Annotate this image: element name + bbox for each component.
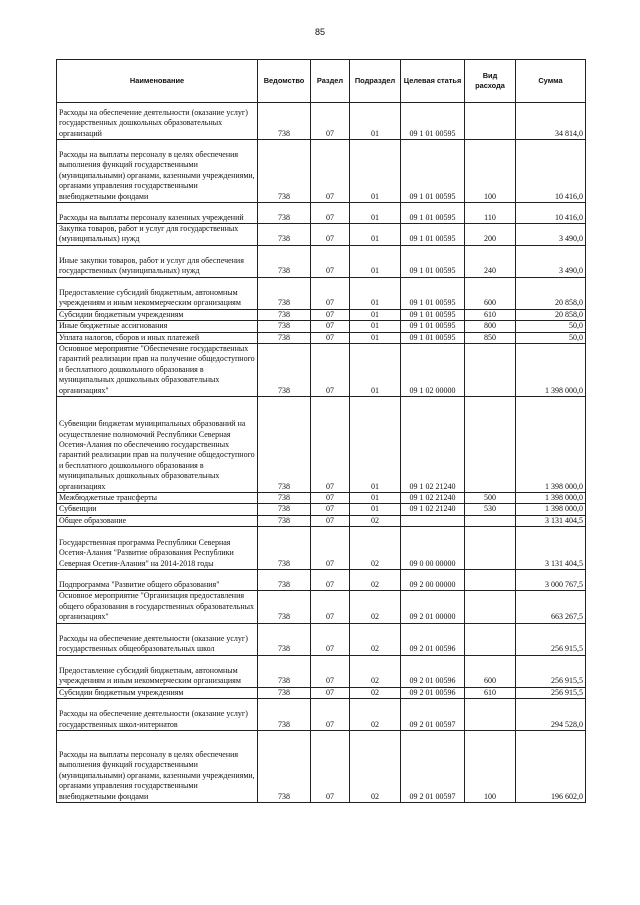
row-amount: 34 814,0 xyxy=(516,103,586,140)
row-department: 738 xyxy=(258,203,311,224)
header-expense-type: Вид расхода xyxy=(465,60,516,103)
row-section: 07 xyxy=(311,570,350,591)
row-name: Расходы на выплаты персоналу казенных учреждений xyxy=(57,203,258,224)
row-subsection: 01 xyxy=(350,245,401,277)
row-subsection: 01 xyxy=(350,332,401,343)
row-expense-type xyxy=(465,515,516,526)
row-target-item: 09 1 01 00595 xyxy=(401,140,465,203)
row-name: Иные бюджетные ассигнования xyxy=(57,321,258,332)
row-amount: 256 915,5 xyxy=(516,687,586,698)
row-target-item: 09 2 01 00597 xyxy=(401,730,465,802)
row-section: 07 xyxy=(311,698,350,730)
row-name: Расходы на обеспечение деятельности (оказание услуг) государственных общеобразовательных школ xyxy=(57,623,258,655)
row-target-item: 09 0 00 00000 xyxy=(401,527,465,570)
row-target-item: 09 2 01 00000 xyxy=(401,591,465,623)
row-subsection: 01 xyxy=(350,309,401,320)
row-expense-type: 100 xyxy=(465,730,516,802)
row-subsection: 02 xyxy=(350,698,401,730)
row-name: Предоставление субсидий бюджетным, автономным учреждениям и иным некоммерческим организациям xyxy=(57,277,258,309)
row-subsection: 01 xyxy=(350,321,401,332)
row-subsection: 01 xyxy=(350,140,401,203)
row-name: Расходы на выплаты персоналу в целях обеспечения выполнения функций государственными (муниципальными) органами, казенными учреждениями, органами управления государственными внебюджетными фондами xyxy=(57,140,258,203)
row-section: 07 xyxy=(311,277,350,309)
row-name: Межбюджетные трансферты xyxy=(57,493,258,504)
row-target-item: 09 1 01 00595 xyxy=(401,332,465,343)
row-subsection: 02 xyxy=(350,591,401,623)
table-row xyxy=(57,655,586,687)
row-section: 07 xyxy=(311,332,350,343)
row-department: 738 xyxy=(258,332,311,343)
header-target-item: Целевая статья xyxy=(401,60,465,103)
row-amount: 1 398 000,0 xyxy=(516,493,586,504)
table-row xyxy=(57,591,586,623)
row-target-item: 09 2 01 00596 xyxy=(401,687,465,698)
row-department: 738 xyxy=(258,655,311,687)
row-expense-type xyxy=(465,344,516,397)
table-row xyxy=(57,504,586,515)
row-department: 738 xyxy=(258,277,311,309)
row-amount: 3 000 767,5 xyxy=(516,570,586,591)
table-row xyxy=(57,224,586,246)
row-department: 738 xyxy=(258,515,311,526)
table-row xyxy=(57,344,586,397)
row-expense-type: 200 xyxy=(465,224,516,246)
row-section: 07 xyxy=(311,527,350,570)
page-number: 85 xyxy=(314,27,325,37)
row-name: Уплата налогов, сборов и иных платежей xyxy=(57,332,258,343)
table-row xyxy=(57,321,586,332)
row-amount: 663 267,5 xyxy=(516,591,586,623)
row-section: 07 xyxy=(311,224,350,246)
row-section: 07 xyxy=(311,245,350,277)
table-row xyxy=(57,515,586,526)
table-row xyxy=(57,140,586,203)
row-name: Расходы на выплаты персоналу в целях обеспечения выполнения функций государственными (муниципальными) органами, казенными учреждениями, органами управления государственными внебюджетными фондами xyxy=(57,730,258,802)
row-section: 07 xyxy=(311,504,350,515)
row-amount: 20 858,0 xyxy=(516,309,586,320)
row-target-item: 09 1 01 00595 xyxy=(401,321,465,332)
row-department: 738 xyxy=(258,570,311,591)
row-expense-type: 500 xyxy=(465,493,516,504)
table-header-row xyxy=(57,60,586,103)
row-name: Субвенции бюджетам муниципальных образований на осуществление полномочий Республики Северная Осетия-Алания по обеспечению государственных гарантий реализации прав на получение общедоступного и бесплатного дошкольного образования в муниципальных дошкольных образовательных организациях xyxy=(57,397,258,493)
table-row xyxy=(57,623,586,655)
row-amount: 20 858,0 xyxy=(516,277,586,309)
row-section: 07 xyxy=(311,203,350,224)
row-department: 738 xyxy=(258,309,311,320)
row-amount: 1 398 000,0 xyxy=(516,397,586,493)
row-section: 07 xyxy=(311,623,350,655)
row-name: Иные закупки товаров, работ и услуг для обеспечения государственных (муниципальных) нужд xyxy=(57,245,258,277)
row-department: 738 xyxy=(258,321,311,332)
row-target-item: 09 1 02 21240 xyxy=(401,504,465,515)
row-subsection: 02 xyxy=(350,655,401,687)
row-department: 738 xyxy=(258,623,311,655)
row-name: Основное мероприятие "Обеспечение государственных гарантий реализации прав на получение общедоступного и бесплатного дошкольного образования в муниципальных дошкольных образовательных организациях" xyxy=(57,344,258,397)
row-target-item: 09 1 02 21240 xyxy=(401,397,465,493)
row-target-item: 09 1 01 00595 xyxy=(401,277,465,309)
row-expense-type: 610 xyxy=(465,309,516,320)
row-subsection: 02 xyxy=(350,515,401,526)
table-row xyxy=(57,332,586,343)
row-department: 738 xyxy=(258,504,311,515)
row-amount: 10 416,0 xyxy=(516,203,586,224)
row-name: Расходы на обеспечение деятельности (оказание услуг) государственных школ-интернатов xyxy=(57,698,258,730)
row-amount: 50,0 xyxy=(516,332,586,343)
row-amount: 3 490,0 xyxy=(516,224,586,246)
row-expense-type: 850 xyxy=(465,332,516,343)
row-department: 738 xyxy=(258,698,311,730)
table-row xyxy=(57,245,586,277)
table-row xyxy=(57,527,586,570)
row-target-item: 09 2 00 00000 xyxy=(401,570,465,591)
row-amount: 294 528,0 xyxy=(516,698,586,730)
header-section: Раздел xyxy=(311,60,350,103)
row-expense-type: 610 xyxy=(465,687,516,698)
row-expense-type xyxy=(465,103,516,140)
row-target-item: 09 1 01 00595 xyxy=(401,245,465,277)
budget-table xyxy=(56,59,586,803)
row-name: Подпрограмма "Развитие общего образования" xyxy=(57,570,258,591)
table-body xyxy=(57,103,586,803)
row-department: 738 xyxy=(258,103,311,140)
row-amount: 256 915,5 xyxy=(516,623,586,655)
row-target-item xyxy=(401,515,465,526)
row-subsection: 01 xyxy=(350,224,401,246)
table-row xyxy=(57,698,586,730)
row-expense-type xyxy=(465,591,516,623)
row-target-item: 09 1 02 21240 xyxy=(401,493,465,504)
table-row xyxy=(57,493,586,504)
row-department: 738 xyxy=(258,687,311,698)
table-row xyxy=(57,397,586,493)
row-target-item: 09 1 02 00000 xyxy=(401,344,465,397)
row-amount: 1 398 000,0 xyxy=(516,504,586,515)
row-department: 738 xyxy=(258,344,311,397)
row-department: 738 xyxy=(258,397,311,493)
row-section: 07 xyxy=(311,515,350,526)
row-expense-type xyxy=(465,623,516,655)
row-expense-type: 800 xyxy=(465,321,516,332)
row-expense-type: 110 xyxy=(465,203,516,224)
row-name: Основное мероприятие "Организация предоставления общего образования в государственных образовательных организациях" xyxy=(57,591,258,623)
row-expense-type xyxy=(465,527,516,570)
row-subsection: 01 xyxy=(350,103,401,140)
row-subsection: 02 xyxy=(350,730,401,802)
row-target-item: 09 2 01 00597 xyxy=(401,698,465,730)
row-amount: 3 131 404,5 xyxy=(516,515,586,526)
row-section: 07 xyxy=(311,655,350,687)
row-amount: 10 416,0 xyxy=(516,140,586,203)
row-subsection: 02 xyxy=(350,527,401,570)
row-amount: 3 490,0 xyxy=(516,245,586,277)
row-section: 07 xyxy=(311,140,350,203)
row-department: 738 xyxy=(258,527,311,570)
row-department: 738 xyxy=(258,140,311,203)
row-expense-type: 600 xyxy=(465,277,516,309)
row-subsection: 01 xyxy=(350,277,401,309)
table-row xyxy=(57,203,586,224)
row-target-item: 09 1 01 00595 xyxy=(401,203,465,224)
row-section: 07 xyxy=(311,591,350,623)
row-target-item: 09 2 01 00596 xyxy=(401,655,465,687)
row-department: 738 xyxy=(258,730,311,802)
row-subsection: 02 xyxy=(350,623,401,655)
row-subsection: 02 xyxy=(350,570,401,591)
row-name: Субсидии бюджетным учреждениям xyxy=(57,309,258,320)
row-expense-type xyxy=(465,698,516,730)
header-subsection: Подраздел xyxy=(350,60,401,103)
row-target-item: 09 1 01 00595 xyxy=(401,309,465,320)
row-department: 738 xyxy=(258,245,311,277)
row-name: Закупка товаров, работ и услуг для государственных (муниципальных) нужд xyxy=(57,224,258,246)
row-section: 07 xyxy=(311,397,350,493)
row-section: 07 xyxy=(311,344,350,397)
table-row xyxy=(57,103,586,140)
table-row xyxy=(57,309,586,320)
row-target-item: 09 1 01 00595 xyxy=(401,224,465,246)
header-amount: Сумма xyxy=(516,60,586,103)
header-name: Наименование xyxy=(57,60,258,103)
row-section: 07 xyxy=(311,730,350,802)
row-amount: 196 602,0 xyxy=(516,730,586,802)
row-section: 07 xyxy=(311,321,350,332)
row-subsection: 01 xyxy=(350,504,401,515)
row-name: Предоставление субсидий бюджетным, автономным учреждениям и иным некоммерческим организациям xyxy=(57,655,258,687)
row-expense-type xyxy=(465,397,516,493)
row-subsection: 01 xyxy=(350,493,401,504)
row-section: 07 xyxy=(311,309,350,320)
row-department: 738 xyxy=(258,224,311,246)
row-subsection: 01 xyxy=(350,397,401,493)
row-target-item: 09 1 01 00595 xyxy=(401,103,465,140)
header-department: Ведомство xyxy=(258,60,311,103)
row-name: Субвенции xyxy=(57,504,258,515)
table-row xyxy=(57,730,586,802)
table-row xyxy=(57,277,586,309)
row-expense-type: 600 xyxy=(465,655,516,687)
row-amount: 1 398 000,0 xyxy=(516,344,586,397)
row-department: 738 xyxy=(258,591,311,623)
row-section: 07 xyxy=(311,493,350,504)
row-amount: 50,0 xyxy=(516,321,586,332)
row-name: Государственная программа Республики Северная Осетия-Алания "Развитие образования Республики Северная Осетия-Алания" на 2014-2018 годы xyxy=(57,527,258,570)
row-expense-type: 100 xyxy=(465,140,516,203)
row-amount: 256 915,5 xyxy=(516,655,586,687)
row-subsection: 02 xyxy=(350,687,401,698)
row-name: Общее образование xyxy=(57,515,258,526)
row-expense-type: 530 xyxy=(465,504,516,515)
table-row xyxy=(57,570,586,591)
row-target-item: 09 2 01 00596 xyxy=(401,623,465,655)
row-department: 738 xyxy=(258,493,311,504)
row-name: Расходы на обеспечение деятельности (оказание услуг) государственных дошкольных образовательных организаций xyxy=(57,103,258,140)
row-section: 07 xyxy=(311,687,350,698)
row-amount: 3 131 404,5 xyxy=(516,527,586,570)
row-subsection: 01 xyxy=(350,344,401,397)
table-row xyxy=(57,687,586,698)
row-subsection: 01 xyxy=(350,203,401,224)
row-expense-type: 240 xyxy=(465,245,516,277)
row-expense-type xyxy=(465,570,516,591)
row-section: 07 xyxy=(311,103,350,140)
row-name: Субсидии бюджетным учреждениям xyxy=(57,687,258,698)
